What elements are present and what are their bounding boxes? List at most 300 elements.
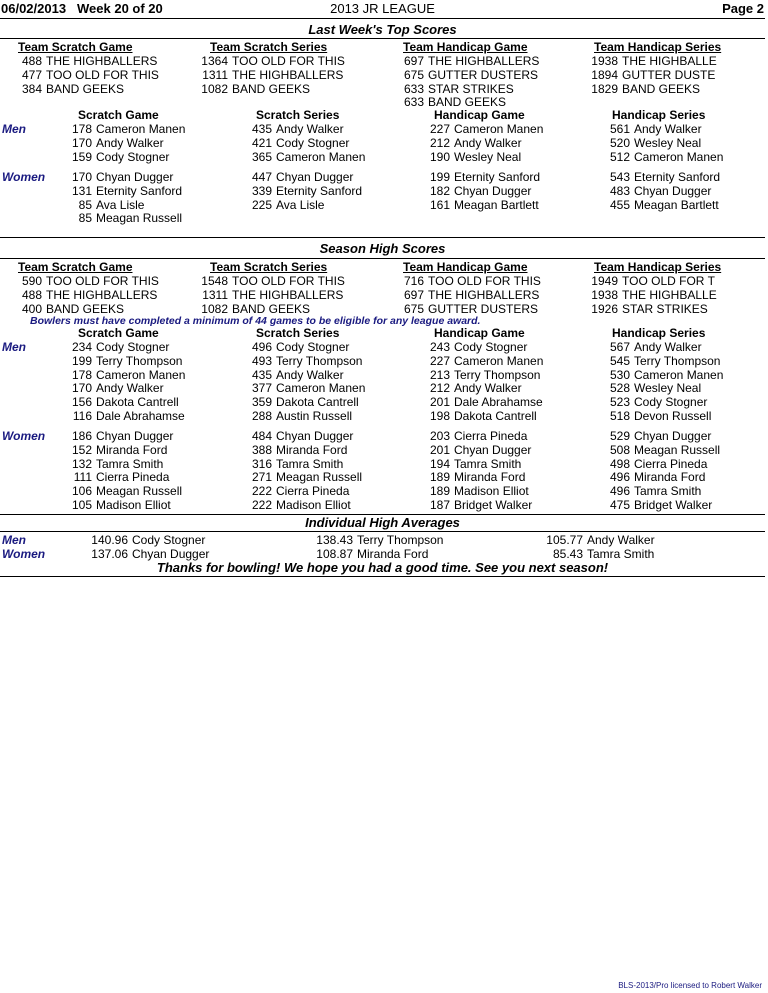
score-value: 697 <box>403 287 424 302</box>
bowler-name: Cody Stogner <box>634 395 708 410</box>
bowler-name: Madison Elliot <box>96 498 171 512</box>
bowler-name: Chyan Dugger <box>96 170 174 184</box>
bowler-name: Wesley Neal <box>634 381 702 396</box>
score-value: 496 <box>609 484 630 499</box>
bowler-name: Miranda Ford <box>357 547 429 561</box>
score-entry <box>240 498 351 512</box>
score-value: 530 <box>609 367 630 382</box>
score-value: 529 <box>609 429 630 443</box>
bowler-name: Bridget Walker <box>634 498 713 512</box>
score-entry <box>598 498 712 512</box>
score-value: 675 <box>403 67 424 82</box>
bowler-name: Miranda Ford <box>634 470 706 485</box>
score-value: 234 <box>71 340 92 354</box>
score-value: 697 <box>403 54 424 68</box>
score-entry <box>418 470 525 484</box>
bowler-name: Terry Thompson <box>276 353 363 368</box>
score-value: 633 <box>403 81 424 96</box>
bowler-name: BAND GEEKS <box>428 95 507 110</box>
bowler-name: Terry Thompson <box>96 353 183 368</box>
individual-col-header: Scratch Series <box>256 326 340 340</box>
bowler-name: Cameron Manen <box>96 367 186 382</box>
score-entry <box>60 150 169 164</box>
score-value: 561 <box>609 122 630 136</box>
bowler-name: Eternity Sanford <box>454 170 541 184</box>
bowler-name: Meagan Bartlett <box>634 197 719 212</box>
divider <box>0 258 765 259</box>
score-entry <box>240 395 359 409</box>
bowler-name: Cierra Pineda <box>634 456 708 471</box>
score-entry <box>240 484 349 498</box>
score-entry <box>4 288 157 302</box>
bowler-name: BAND GEEKS <box>232 301 311 316</box>
score-value: 1829 <box>591 81 618 96</box>
bowler-name: THE HIGHBALLERS <box>232 287 344 302</box>
bowler-name: Cody Stogner <box>276 340 350 354</box>
score-entry <box>60 498 171 512</box>
bowler-name: GUTTER DUSTERS <box>428 67 539 82</box>
bowler-name: Tamra Smith <box>96 456 164 471</box>
score-entry <box>60 122 185 136</box>
bowler-name: Ava Lisle <box>96 197 145 212</box>
score-value: 1082 <box>201 81 228 96</box>
score-value: 170 <box>71 135 92 150</box>
bowler-name: Chyan Dugger <box>454 442 532 457</box>
divider <box>0 237 765 238</box>
score-value: 1311 <box>202 67 228 82</box>
score-value: 138.43 <box>316 533 353 547</box>
score-value: 227 <box>429 353 450 368</box>
score-entry <box>418 150 521 164</box>
score-entry <box>580 302 708 316</box>
score-value: 483 <box>609 183 630 198</box>
score-value: 567 <box>609 340 630 354</box>
divider <box>0 18 765 19</box>
score-value: 212 <box>429 381 450 396</box>
bowler-name: TOO OLD FOR THIS <box>46 67 159 82</box>
score-value: 496 <box>609 470 630 485</box>
bowler-name: Eternity Sanford <box>96 183 183 198</box>
score-entry <box>60 470 169 484</box>
bowler-name: THE HIGHBALLERS <box>428 54 540 68</box>
score-value: 189 <box>429 484 450 499</box>
score-value: 178 <box>71 122 92 136</box>
score-value: 212 <box>429 135 450 150</box>
bowler-name: TOO OLD FOR THIS <box>46 274 159 288</box>
bowler-name: THE HIGHBALLE <box>622 287 717 302</box>
bowler-name: Cody Stogner <box>454 340 528 354</box>
score-value: 496 <box>251 340 272 354</box>
page-number: Page 2 <box>722 1 764 16</box>
bowler-name: Chyan Dugger <box>634 183 712 198</box>
score-entry <box>60 170 173 184</box>
score-value: 475 <box>609 498 630 512</box>
bowler-name: Chyan Dugger <box>454 183 532 198</box>
score-entry <box>60 409 185 423</box>
score-entry <box>240 170 353 184</box>
score-value: 140.96 <box>91 533 128 547</box>
bowler-name: Tamra Smith <box>587 547 655 561</box>
score-entry <box>580 82 700 96</box>
score-entry <box>418 354 543 368</box>
score-value: 633 <box>403 95 424 110</box>
score-entry <box>598 150 723 164</box>
bowler-name: STAR STRIKES <box>428 81 514 96</box>
score-entry <box>4 68 159 82</box>
bowler-name: Andy Walker <box>587 533 655 547</box>
score-entry <box>418 122 543 136</box>
bowler-name: Tamra Smith <box>634 484 702 499</box>
score-value: 498 <box>609 456 630 471</box>
season-title: Season High Scores <box>319 241 446 256</box>
score-entry <box>240 122 344 136</box>
bowler-name: Tamra Smith <box>454 456 522 471</box>
bowler-name: Miranda Ford <box>276 442 348 457</box>
license-footer: BLS-2013/Pro licensed to Robert Walker <box>618 981 762 990</box>
bowler-name: Cameron Manen <box>96 122 186 136</box>
bowler-name: Chyan Dugger <box>276 429 354 443</box>
score-value: 545 <box>609 353 630 368</box>
bowler-name: Chyan Dugger <box>634 429 712 443</box>
bowler-name: Andy Walker <box>454 381 522 396</box>
bowler-name: Cierra Pineda <box>96 470 170 485</box>
score-value: 199 <box>71 353 92 368</box>
score-value: 288 <box>251 409 272 423</box>
score-entry <box>4 82 124 96</box>
score-entry <box>598 136 701 150</box>
team-col-header: Team Scratch Game <box>18 260 133 274</box>
bowler-name: Andy Walker <box>454 135 522 150</box>
score-entry <box>418 429 527 443</box>
score-entry <box>60 457 163 471</box>
score-value: 170 <box>71 170 92 184</box>
bowler-name: Andy Walker <box>634 122 702 136</box>
score-entry <box>60 136 164 150</box>
bowler-name: Madison Elliot <box>276 498 351 512</box>
score-value: 159 <box>71 149 92 164</box>
score-entry <box>80 547 209 561</box>
bowler-name: Andy Walker <box>276 367 344 382</box>
score-value: 316 <box>251 456 272 471</box>
bowler-name: TOO OLD FOR THIS <box>428 274 541 288</box>
score-entry <box>598 409 711 423</box>
score-value: 1938 <box>591 54 618 68</box>
score-value: 225 <box>251 197 272 212</box>
score-value: 108.87 <box>316 547 353 561</box>
bowler-name: Cierra Pineda <box>276 484 350 499</box>
team-col-header: Team Handicap Game <box>403 260 528 274</box>
men-label: Men <box>2 122 26 136</box>
team-col-header: Team Handicap Game <box>403 40 528 54</box>
bowler-name: THE HIGHBALLE <box>622 54 717 68</box>
score-entry <box>598 354 720 368</box>
score-entry <box>60 211 182 225</box>
score-value: 435 <box>251 367 272 382</box>
bowler-name: THE HIGHBALLERS <box>46 287 158 302</box>
score-value: 1364 <box>201 54 228 68</box>
individual-col-header: Scratch Game <box>78 326 159 340</box>
score-entry <box>418 198 539 212</box>
score-value: 190 <box>429 149 450 164</box>
score-value: 152 <box>71 442 92 457</box>
bowler-name: Cameron Manen <box>454 353 544 368</box>
score-value: 137.06 <box>91 547 128 561</box>
bowler-name: Devon Russell <box>634 409 712 423</box>
score-entry <box>580 288 717 302</box>
score-entry <box>386 68 538 82</box>
bowler-name: Cameron Manen <box>276 149 366 164</box>
bowler-name: Andy Walker <box>276 122 344 136</box>
team-col-header: Team Handicap Series <box>594 40 722 54</box>
individual-col-header: Handicap Series <box>612 108 706 122</box>
score-entry <box>598 484 701 498</box>
score-entry <box>418 498 532 512</box>
score-value: 447 <box>251 170 272 184</box>
bowler-name: Andy Walker <box>96 381 164 396</box>
bowler-name: TOO OLD FOR THIS <box>232 54 345 68</box>
bowler-name: Dakota Cantrell <box>96 395 179 410</box>
score-entry <box>60 484 182 498</box>
divider <box>0 576 765 577</box>
score-value: 243 <box>429 340 450 354</box>
score-value: 156 <box>71 395 92 410</box>
score-value: 201 <box>429 395 450 410</box>
score-entry <box>240 457 343 471</box>
men-label: Men <box>2 340 26 354</box>
bowler-name: Eternity Sanford <box>276 183 363 198</box>
score-entry <box>60 340 169 354</box>
bowler-name: Meagan Bartlett <box>454 197 539 212</box>
score-entry <box>598 443 720 457</box>
score-entry <box>598 184 711 198</box>
score-entry <box>598 429 711 443</box>
score-entry <box>598 457 707 471</box>
score-entry <box>305 533 443 547</box>
score-value: 1938 <box>591 287 618 302</box>
divider <box>0 531 765 532</box>
league-name: 2013 JR LEAGUE <box>330 1 435 16</box>
score-value: 359 <box>251 395 272 410</box>
bowler-name: Bridget Walker <box>454 498 533 512</box>
score-entry <box>418 368 540 382</box>
score-value: 523 <box>609 395 630 410</box>
score-entry <box>240 381 365 395</box>
score-value: 477 <box>21 67 42 82</box>
bowler-name: Dakota Cantrell <box>276 395 359 410</box>
score-entry <box>418 409 537 423</box>
score-value: 388 <box>251 442 272 457</box>
score-entry <box>4 54 157 68</box>
score-entry <box>240 354 362 368</box>
bowler-name: Chyan Dugger <box>96 429 174 443</box>
bowler-name: GUTTER DUSTERS <box>428 301 539 316</box>
score-value: 1949 <box>591 274 618 288</box>
score-entry <box>190 288 343 302</box>
score-entry <box>598 198 719 212</box>
score-entry <box>4 274 159 288</box>
bowler-name: Cameron Manen <box>454 122 544 136</box>
score-entry <box>240 443 347 457</box>
score-value: 512 <box>609 149 630 164</box>
averages-title: Individual High Averages <box>305 515 460 530</box>
score-entry <box>386 82 514 96</box>
score-entry <box>190 54 345 68</box>
score-value: 484 <box>251 429 272 443</box>
individual-col-header: Handicap Game <box>434 108 525 122</box>
score-value: 271 <box>251 470 272 485</box>
bowler-name: Miranda Ford <box>96 442 168 457</box>
bowler-name: Miranda Ford <box>454 470 526 485</box>
score-value: 198 <box>429 409 450 423</box>
score-entry <box>60 381 164 395</box>
score-value: 493 <box>251 353 272 368</box>
score-value: 1926 <box>591 301 618 316</box>
bowler-name: Cameron Manen <box>634 367 724 382</box>
bowler-name: Terry Thompson <box>357 533 444 547</box>
team-col-header: Team Scratch Series <box>210 40 328 54</box>
score-value: 105.77 <box>546 533 583 547</box>
bowler-name: Madison Elliot <box>454 484 529 499</box>
women-label: Women <box>2 547 46 561</box>
score-value: 384 <box>21 81 42 96</box>
bowler-name: BAND GEEKS <box>46 301 125 316</box>
bowler-name: Meagan Russell <box>96 211 183 226</box>
score-entry <box>386 288 539 302</box>
score-value: 365 <box>251 149 272 164</box>
score-value: 508 <box>609 442 630 457</box>
bowler-name: BAND GEEKS <box>622 81 701 96</box>
score-value: 421 <box>251 135 272 150</box>
bowler-name: TOO OLD FOR T <box>622 274 715 288</box>
score-entry <box>598 395 707 409</box>
bowler-name: Meagan Russell <box>276 470 363 485</box>
score-value: 85.43 <box>552 547 583 561</box>
bowler-name: THE HIGHBALLERS <box>46 54 158 68</box>
score-entry <box>240 340 349 354</box>
score-value: 161 <box>429 197 450 212</box>
score-value: 186 <box>71 429 92 443</box>
bowler-name: Cierra Pineda <box>454 429 528 443</box>
score-entry <box>60 354 182 368</box>
score-value: 518 <box>609 409 630 423</box>
score-entry <box>305 547 428 561</box>
bowler-name: Andy Walker <box>96 135 164 150</box>
score-value: 400 <box>21 301 42 316</box>
score-entry <box>60 443 167 457</box>
score-value: 222 <box>251 498 272 512</box>
score-value: 85 <box>78 197 92 212</box>
score-entry <box>240 198 324 212</box>
score-entry <box>190 274 345 288</box>
score-value: 339 <box>251 183 272 198</box>
score-value: 455 <box>609 197 630 212</box>
team-col-header: Team Scratch Game <box>18 40 133 54</box>
score-value: 85 <box>78 211 92 226</box>
report-date: 06/02/2013 <box>1 1 67 16</box>
score-entry <box>598 122 702 136</box>
men-label: Men <box>2 533 26 547</box>
score-entry <box>418 340 527 354</box>
bowler-name: BAND GEEKS <box>46 81 125 96</box>
score-value: 1311 <box>202 287 228 302</box>
individual-col-header: Scratch Series <box>256 108 340 122</box>
score-entry <box>418 170 540 184</box>
score-entry <box>535 547 654 561</box>
score-value: 194 <box>429 456 450 471</box>
bowler-name: Cameron Manen <box>634 149 724 164</box>
score-entry <box>240 184 362 198</box>
score-value: 116 <box>72 409 92 423</box>
score-entry <box>418 184 531 198</box>
score-entry <box>60 368 185 382</box>
score-entry <box>598 470 705 484</box>
bowler-name: Austin Russell <box>276 409 353 423</box>
bowler-name: Wesley Neal <box>454 149 522 164</box>
score-value: 199 <box>429 170 450 184</box>
score-entry <box>240 150 365 164</box>
score-entry <box>535 533 655 547</box>
divider <box>0 38 765 39</box>
score-value: 105 <box>71 498 92 512</box>
bowler-name: Terry Thompson <box>634 353 721 368</box>
score-entry <box>418 457 521 471</box>
score-value: 1548 <box>201 274 228 288</box>
score-value: 170 <box>71 381 92 396</box>
score-value: 111 <box>73 470 92 485</box>
score-value: 187 <box>429 498 450 512</box>
bowler-name: Cameron Manen <box>276 381 366 396</box>
score-entry <box>598 381 701 395</box>
score-entry <box>386 54 539 68</box>
bowler-name: Chyan Dugger <box>132 547 210 561</box>
bowler-name: BAND GEEKS <box>232 81 311 96</box>
score-value: 488 <box>21 54 42 68</box>
report-week: Week 20 of 20 <box>77 1 163 16</box>
score-value: 377 <box>251 381 272 396</box>
bowler-name: Dale Abrahamse <box>454 395 543 410</box>
bowler-name: Cody Stogner <box>96 149 170 164</box>
score-value: 189 <box>429 470 450 485</box>
score-entry <box>418 395 543 409</box>
bowler-name: Ava Lisle <box>276 197 325 212</box>
bowler-name: Cody Stogner <box>132 533 206 547</box>
score-value: 1082 <box>201 301 228 316</box>
score-entry <box>60 429 173 443</box>
score-value: 520 <box>609 135 630 150</box>
score-entry <box>60 395 179 409</box>
score-entry <box>418 484 529 498</box>
score-entry <box>580 54 717 68</box>
score-entry <box>190 68 343 82</box>
score-entry <box>598 340 702 354</box>
score-value: 106 <box>71 484 92 499</box>
individual-col-header: Handicap Series <box>612 326 706 340</box>
bowler-name: Tamra Smith <box>276 456 344 471</box>
bowler-name: THE HIGHBALLERS <box>428 287 540 302</box>
score-entry <box>418 136 522 150</box>
score-entry <box>580 68 715 82</box>
bowler-name: Meagan Russell <box>96 484 183 499</box>
bowler-name: TOO OLD FOR THIS <box>232 274 345 288</box>
bowler-name: STAR STRIKES <box>622 301 708 316</box>
eligibility-note: Bowlers must have completed a minimum of 44 games to be eligible for any league award. <box>30 315 481 327</box>
bowler-name: Chyan Dugger <box>276 170 354 184</box>
score-value: 675 <box>403 301 424 316</box>
score-entry <box>386 274 541 288</box>
score-entry <box>598 170 720 184</box>
score-entry <box>80 533 205 547</box>
bowler-name: Cody Stogner <box>276 135 350 150</box>
